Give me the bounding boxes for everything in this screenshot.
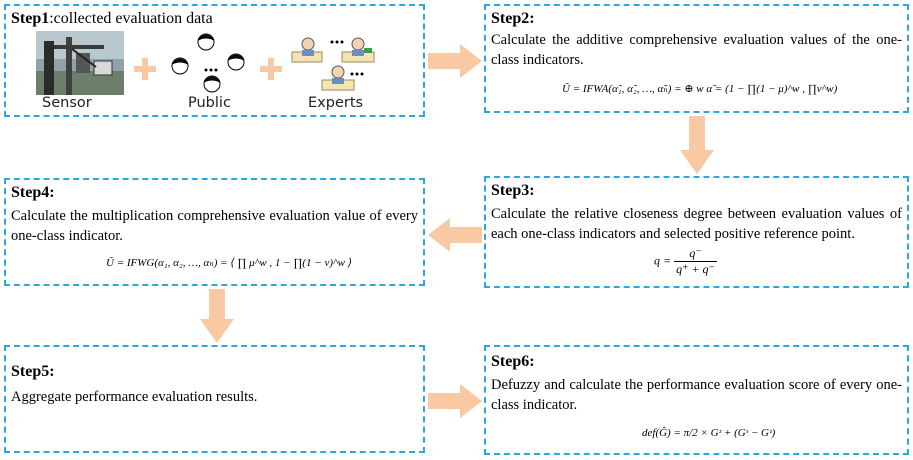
arrow-left-icon	[428, 218, 482, 252]
step4-text: Calculate the multiplication comprehensive evaluation value of every one-class indicator.	[11, 208, 418, 244]
arrow-right-icon	[428, 384, 482, 418]
step3-box	[484, 176, 909, 288]
sensor-image	[36, 31, 124, 95]
step1-box	[4, 4, 425, 117]
step2-box	[484, 4, 909, 113]
public-label: Public	[188, 95, 231, 111]
step5-title: Step5:	[11, 363, 55, 380]
experts-image	[288, 30, 384, 94]
step3-formula-numerator: q⁻	[674, 246, 717, 262]
step5-box	[4, 345, 425, 453]
public-people-image	[166, 30, 250, 94]
arrow-down-icon	[680, 116, 714, 174]
step3-text-content: Calculate the relative closeness degree between evaluation values of each one-class indicators and selected positive reference point.	[491, 206, 902, 242]
arrow-down-icon	[200, 289, 234, 343]
plus-icon	[134, 58, 156, 80]
step4-title: Step4:	[11, 184, 55, 201]
step2-title: Step2:	[491, 10, 535, 27]
experts-label: Experts	[308, 95, 364, 111]
step6-title: Step6:	[491, 353, 535, 370]
step6-formula: def(Ĝ) = π/2 × Gᶻ + (Gˢ − Gᶻ)	[642, 427, 776, 439]
step3-formula-denominator: q⁺ + q⁻	[676, 262, 715, 276]
step4-formula: Ũ = IFWG(α₁, α₂, …, αₙ) = ⟨ ∏ μ^w , 1 − ∏(1 − ν)^w ⟩	[106, 257, 353, 269]
step5-text: Aggregate performance evaluation results.	[11, 389, 258, 405]
step3-text	[491, 204, 902, 244]
arrow-right-icon	[428, 44, 482, 78]
step2-formula: Ũ = IFWA(α̃₁, α̃₂, …, α̃ₙ) = ⊕ w α̃ = (1 − ∏(1 − μ)^w , ∏ν^w)	[562, 83, 838, 95]
sensor-label: Sensor	[42, 95, 92, 111]
step1-title: Step1:collected evaluation data	[11, 10, 213, 27]
step4-box	[4, 178, 425, 286]
step6-text: Defuzzy and calculate the performance evaluation score of every one-class indicator.	[491, 377, 902, 413]
step2-text: Calculate the additive comprehensive evaluation values of the one-class indicators.	[491, 32, 902, 68]
step6-box	[484, 345, 909, 455]
plus-icon	[260, 58, 282, 80]
step3-title: Step3:	[491, 182, 535, 199]
step3-formula: q = $\frac{q^-}{q^+ + q^-}$	[654, 246, 715, 276]
